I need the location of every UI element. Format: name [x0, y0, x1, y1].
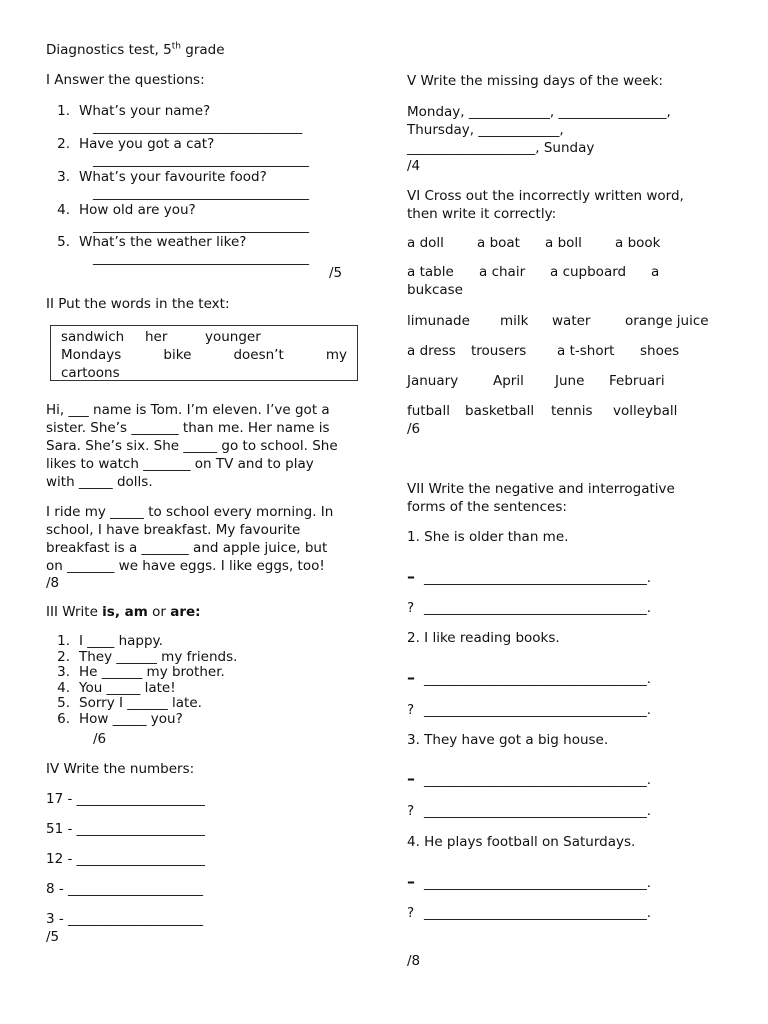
- word-option[interactable]: a cupboard: [550, 264, 627, 280]
- days-line[interactable]: Thursday, ____________,: [407, 122, 564, 138]
- list-item: 1. I ____ happy.: [57, 633, 163, 649]
- days-exercise: [407, 103, 671, 175]
- word-option[interactable]: January: [407, 373, 459, 389]
- cross-out-row: [407, 313, 709, 329]
- word-option[interactable]: a dress: [407, 343, 456, 359]
- cross-out-row: [407, 343, 679, 359]
- negative-answer[interactable]: – _________________________________.: [407, 567, 652, 586]
- answer-line[interactable]: ________________________________: [93, 250, 309, 266]
- answer-line[interactable]: ________________________________: [93, 152, 309, 168]
- list-item: 4. You _____ late!: [57, 679, 176, 696]
- list-item: 2. They ______ my friends.: [57, 648, 238, 665]
- word: her: [145, 329, 168, 345]
- word: sandwich: [61, 329, 125, 345]
- word-option[interactable]: shoes: [640, 343, 680, 359]
- word: cartoons: [61, 365, 120, 381]
- section6-score: /6: [407, 421, 421, 437]
- number-item[interactable]: 51 - ___________________: [46, 821, 205, 837]
- list-item: 6. How _____ you?: [57, 710, 183, 727]
- question-answer[interactable]: ? _________________________________.: [407, 600, 652, 616]
- section2-heading: II Put the words in the text:: [46, 296, 230, 312]
- word-option[interactable]: volleyball: [613, 403, 678, 419]
- word-option[interactable]: limunade: [407, 313, 470, 329]
- answer-line[interactable]: _______________________________: [93, 119, 303, 135]
- section1-score: /5: [329, 265, 343, 281]
- number-item[interactable]: 3 - ____________________: [46, 911, 204, 927]
- word-option[interactable]: a boll: [545, 235, 582, 251]
- word-option[interactable]: a chair: [479, 264, 526, 280]
- list-item: 1. What’s your name? _______________________________: [46, 102, 309, 135]
- word-option[interactable]: trousers: [471, 343, 527, 359]
- word-option[interactable]: a book: [615, 235, 661, 251]
- section3-heading: III Write is, am or are:: [46, 604, 201, 620]
- cross-out-row: [407, 235, 660, 251]
- word: my: [325, 347, 347, 363]
- sentence: 3. They have got a big house.: [407, 732, 609, 748]
- cross-out-row: [407, 403, 677, 419]
- section4-score: /5: [46, 929, 60, 945]
- section1-list: [46, 102, 309, 265]
- word-option[interactable]: orange juice: [625, 313, 709, 329]
- section7-heading: VII Write the negative and interrogative forms of the sentences:: [407, 481, 675, 515]
- section5-heading: V Write the missing days of the week:: [407, 73, 663, 89]
- section6-heading: VI Cross out the incorrectly written word, then write it correctly:: [407, 188, 684, 222]
- list-item: 4. How old are you? ________________________________: [57, 202, 309, 234]
- section2-paragraph-2: I ride my _____ to school every morning. In school, I have breakfast. My favourite breakfast is a _______ and apple juice, but on _______ we have eggs. I like eggs, too!: [46, 504, 334, 574]
- section5-score: /4: [407, 158, 421, 174]
- word-option[interactable]: April: [493, 373, 524, 389]
- number-item[interactable]: 17 - ___________________: [46, 791, 205, 807]
- list-item: 5. Sorry I ______ late.: [57, 695, 202, 712]
- page-title: Diagnostics test, 5th grade: [46, 41, 225, 58]
- word-option[interactable]: tennis: [551, 403, 593, 419]
- word-option[interactable]: a: [651, 264, 660, 280]
- word: bike: [163, 347, 192, 363]
- negative-answer[interactable]: – _________________________________.: [407, 668, 652, 687]
- word-option[interactable]: Februari: [609, 373, 665, 389]
- word-option[interactable]: bukcase: [407, 282, 463, 298]
- word-option[interactable]: a boat: [477, 235, 520, 251]
- list-item: 5. What’s the weather like? ________________________________: [57, 234, 309, 266]
- sentence: 2. I like reading books.: [407, 630, 560, 646]
- negative-answer[interactable]: – _________________________________.: [407, 872, 652, 891]
- word: Mondays: [61, 347, 122, 363]
- answer-line[interactable]: ________________________________: [93, 218, 309, 234]
- word-option[interactable]: basketball: [465, 403, 535, 419]
- section3-score: /6: [93, 731, 107, 747]
- cross-out-row: [407, 264, 659, 280]
- question-answer[interactable]: ? _________________________________.: [407, 905, 652, 921]
- section1-heading: I Answer the questions:: [46, 72, 205, 88]
- section2-score: /8: [46, 575, 60, 591]
- list-item: 2. Have you got a cat? ________________________________: [57, 136, 309, 168]
- list-item: 3. What’s your favourite food? ________________________________: [57, 169, 309, 201]
- question-answer[interactable]: ? _________________________________.: [407, 702, 652, 718]
- question-answer[interactable]: ? _________________________________.: [407, 803, 652, 819]
- section3-list: [46, 634, 237, 728]
- word-option[interactable]: a table: [407, 264, 454, 280]
- negative-answer[interactable]: – _________________________________.: [407, 769, 652, 788]
- word-option[interactable]: milk: [500, 313, 529, 329]
- word-option[interactable]: a doll: [407, 235, 444, 251]
- sentence: 4. He plays football on Saturdays.: [407, 834, 636, 850]
- word-box: [50, 325, 358, 381]
- cross-out-row: [407, 373, 665, 389]
- list-item: 3. He ______ my brother.: [57, 664, 225, 681]
- days-line[interactable]: Monday, ____________, ________________,: [407, 104, 671, 120]
- number-item[interactable]: 12 - ___________________: [46, 851, 205, 867]
- number-item[interactable]: 8 - ____________________: [46, 881, 204, 897]
- section2-paragraph-1: Hi, ___ name is Tom. I’m eleven. I’ve got a sister. She’s _______ than me. Her name is Sara. She’s six. She _____ go to school. She likes to watch _______ on TV and to play with _____ dolls.: [46, 402, 338, 490]
- word-option[interactable]: June: [555, 373, 585, 389]
- word: younger: [205, 329, 261, 345]
- section7-score: /8: [407, 953, 421, 969]
- days-line[interactable]: ___________________, Sunday: [407, 140, 595, 156]
- sentence: 1. She is older than me.: [407, 529, 569, 545]
- answer-line[interactable]: ________________________________: [93, 185, 309, 201]
- word-option[interactable]: water: [552, 313, 591, 329]
- word-option[interactable]: a t-short: [557, 343, 615, 359]
- word-option[interactable]: futball: [407, 403, 450, 419]
- section4-heading: IV Write the numbers:: [46, 761, 195, 777]
- word: doesn’t: [233, 347, 284, 363]
